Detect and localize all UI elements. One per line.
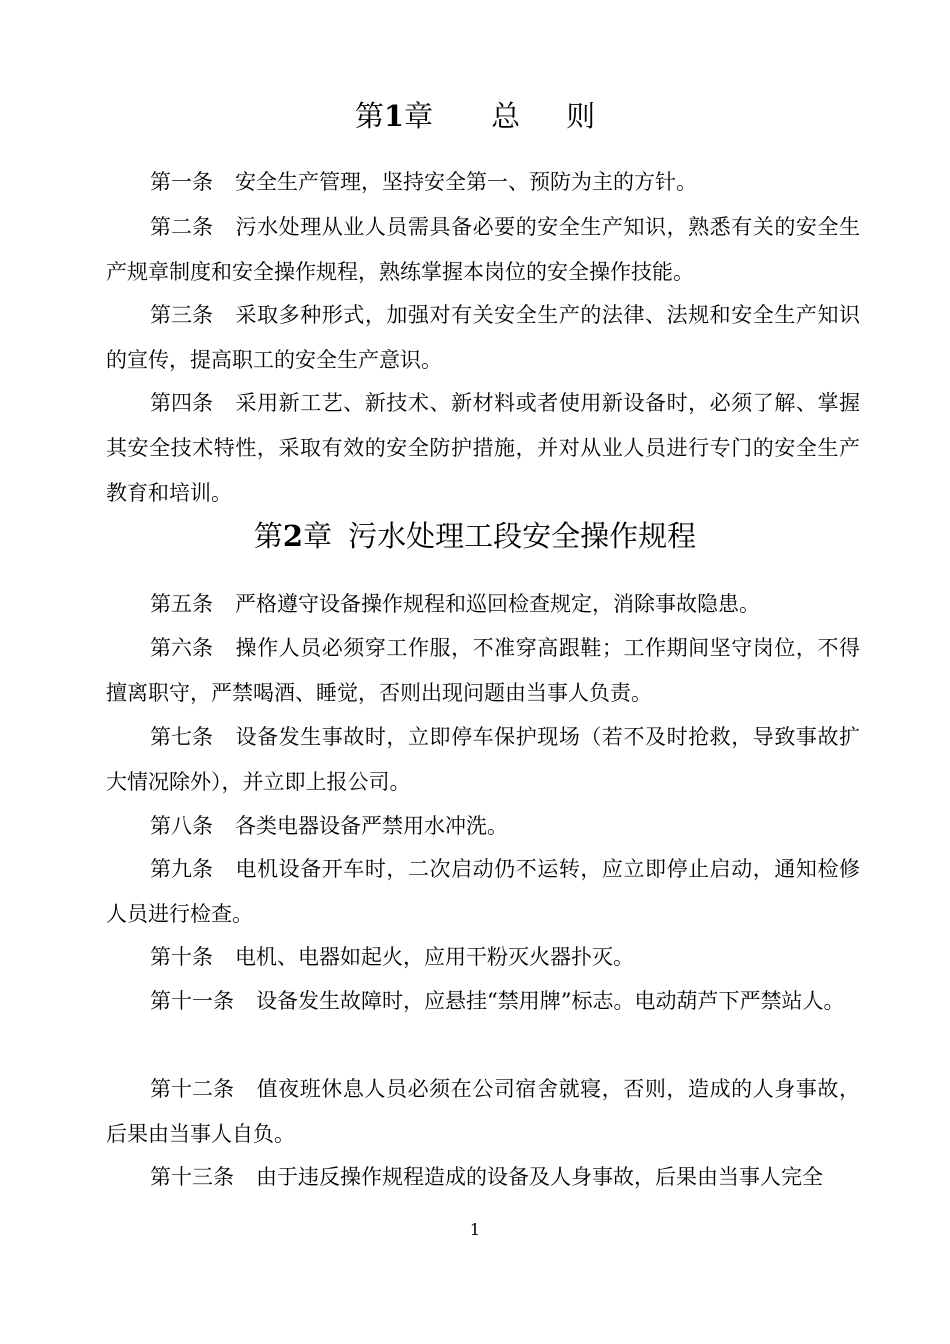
article-text: 各类电器设备严禁用水冲洗。 xyxy=(235,814,508,838)
chapter-1-heading xyxy=(0,96,950,136)
article-5 xyxy=(106,582,860,627)
chapter-2-suffix: 章 xyxy=(303,519,333,553)
page-number: 1 xyxy=(469,1220,481,1239)
chapter-1-title-b: 则 xyxy=(566,99,596,133)
article-text: 值夜班休息人员必须在公司宿舍就寝，否则，造成的人身事故，后果由当事人自负。 xyxy=(106,1077,860,1146)
article-7 xyxy=(106,715,860,805)
article-4 xyxy=(106,381,860,516)
article-number: 第十二条 xyxy=(150,1077,234,1101)
article-number: 第一条 xyxy=(150,170,213,194)
chapter-2-prefix: 第 xyxy=(253,519,283,553)
article-text: 电机设备开车时，二次启动仍不运转，应立即停止启动，通知检修人员进行检查。 xyxy=(106,857,860,926)
article-number: 第十条 xyxy=(150,945,213,969)
chapter-1-title-a: 总 xyxy=(491,99,521,133)
article-text: 设备发生故障时，应悬挂“禁用牌”标志。电动葫芦下严禁站人。 xyxy=(256,989,845,1013)
chapter-1-number: 1 xyxy=(383,99,405,133)
chapter-1-prefix: 第 xyxy=(354,99,384,133)
article-number: 第二条 xyxy=(150,215,213,239)
article-number: 第七条 xyxy=(150,725,213,749)
article-13 xyxy=(106,1155,860,1200)
article-number: 第九条 xyxy=(150,857,213,881)
article-text: 污水处理从业人员需具备必要的安全生产知识，熟悉有关的安全生产规章制度和安全操作规程，熟练掌握本岗位的安全操作技能。 xyxy=(106,215,860,284)
article-number: 第六条 xyxy=(150,636,213,660)
article-number: 第八条 xyxy=(150,814,213,838)
chapter-2-title: 污水处理工段安全操作规程 xyxy=(348,519,697,553)
article-text: 电机、电器如起火，应用干粉灭火器扑灭。 xyxy=(235,945,634,969)
article-number: 第五条 xyxy=(150,592,213,616)
article-9 xyxy=(106,847,860,937)
article-1 xyxy=(106,160,860,205)
article-text: 采用新工艺、新技术、新材料或者使用新设备时，必须了解、掌握其安全技术特性，采取有效的安全防护措施，并对从业人员进行专门的安全生产教育和培训。 xyxy=(106,391,860,505)
article-number: 第十一条 xyxy=(150,989,234,1013)
article-text: 安全生产管理，坚持安全第一、预防为主的方针。 xyxy=(235,170,697,194)
article-text: 严格遵守设备操作规程和巡回检查规定，消除事故隐患。 xyxy=(235,592,760,616)
article-number: 第四条 xyxy=(150,391,213,415)
chapter-2-heading xyxy=(0,516,950,556)
article-text: 设备发生事故时，立即停车保护现场（若不及时抢救，导致事故扩大情况除外），并立即上报公司。 xyxy=(106,725,860,794)
article-6 xyxy=(106,626,860,716)
article-text: 采取多种形式，加强对有关安全生产的法律、法规和安全生产知识的宣传，提高职工的安全生产意识。 xyxy=(106,303,860,372)
chapter-2-number: 2 xyxy=(282,519,304,553)
article-number: 第十三条 xyxy=(150,1165,234,1189)
article-3 xyxy=(106,293,860,383)
article-text: 操作人员必须穿工作服，不准穿高跟鞋；工作期间坚守岗位，不得擅离职守，严禁喝酒、睡觉，否则出现问题由当事人负责。 xyxy=(106,636,860,705)
article-11 xyxy=(106,979,860,1024)
article-number: 第三条 xyxy=(150,303,213,327)
article-2 xyxy=(106,205,860,295)
article-text: 由于违反操作规程造成的设备及人身事故，后果由当事人完全 xyxy=(256,1165,823,1189)
article-8 xyxy=(106,804,860,849)
article-12 xyxy=(106,1067,860,1157)
chapter-1-suffix: 章 xyxy=(404,99,434,133)
article-10 xyxy=(106,935,860,980)
